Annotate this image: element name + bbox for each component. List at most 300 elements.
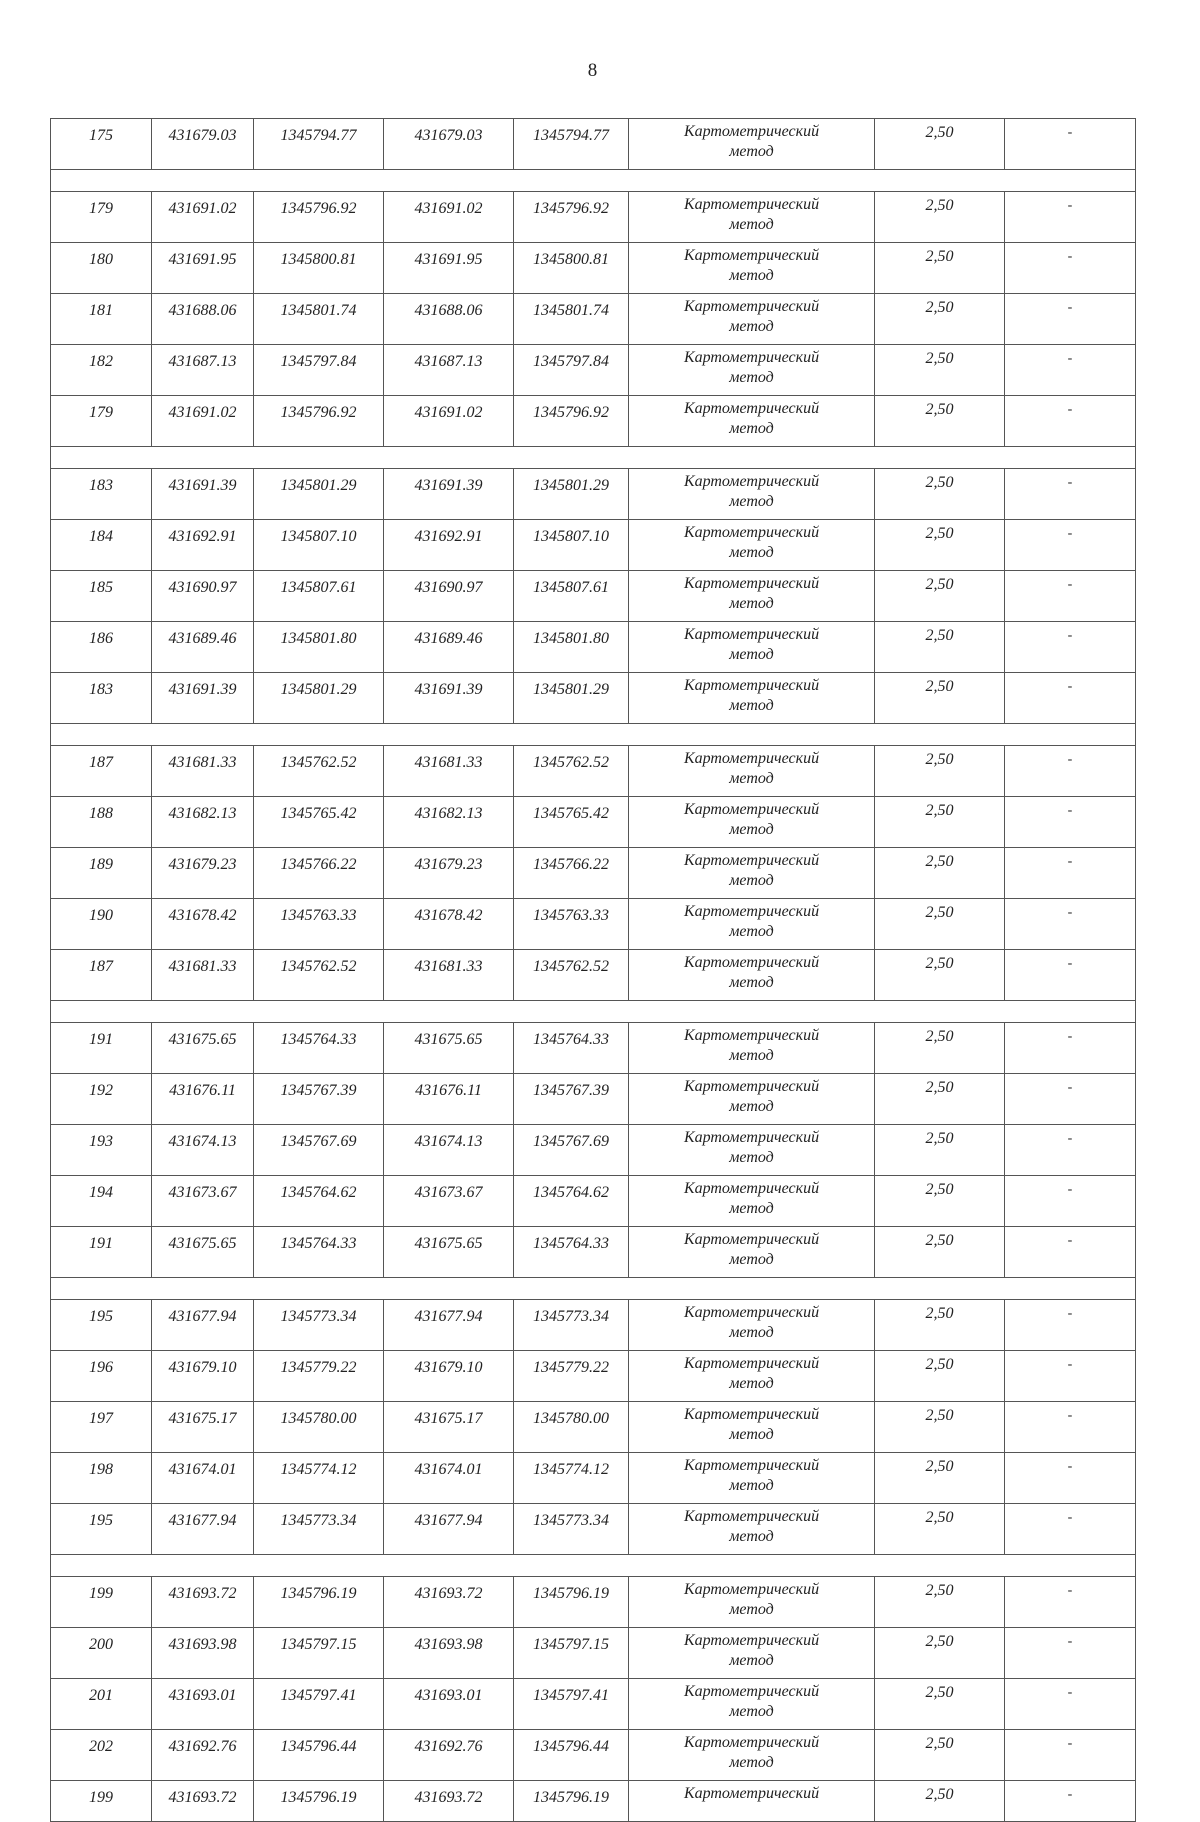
y-new-cell: 1345801.29 <box>514 673 629 724</box>
x-new-cell: 431679.03 <box>384 119 514 170</box>
group-separator-row <box>51 1555 1136 1577</box>
x-existing-cell: 431689.46 <box>152 622 254 673</box>
x-new-cell: 431688.06 <box>384 294 514 345</box>
y-existing-cell: 1345779.22 <box>254 1351 384 1402</box>
note-cell: - <box>1005 1453 1136 1504</box>
method-cell <box>629 1227 875 1278</box>
method-line-2: метод <box>729 1200 774 1217</box>
table-row <box>51 192 1136 243</box>
method-cell <box>629 1074 875 1125</box>
y-new-cell: 1345779.22 <box>514 1351 629 1402</box>
note-cell: - <box>1005 192 1136 243</box>
y-new-cell: 1345796.92 <box>514 192 629 243</box>
y-new-cell: 1345797.84 <box>514 345 629 396</box>
method-line-1: Картометрический <box>683 298 820 315</box>
note-cell: - <box>1005 1730 1136 1781</box>
x-existing-cell: 431691.02 <box>152 396 254 447</box>
accuracy-cell: 2,50 <box>875 1351 1005 1402</box>
accuracy-cell: 2,50 <box>875 119 1005 170</box>
method-cell <box>629 396 875 447</box>
x-existing-cell: 431691.95 <box>152 243 254 294</box>
point-number-cell: 187 <box>51 746 152 797</box>
x-new-cell: 431691.02 <box>384 192 514 243</box>
group-separator-row <box>51 170 1136 192</box>
table-row <box>51 1074 1136 1125</box>
accuracy-cell: 2,50 <box>875 1227 1005 1278</box>
method-line-2: метод <box>729 872 774 889</box>
point-number-cell: 187 <box>51 950 152 1001</box>
method-cell <box>629 1125 875 1176</box>
method-cell <box>629 520 875 571</box>
method-line-1: Картометрический <box>683 1180 820 1197</box>
method-line-1: Картометрический <box>683 1734 820 1751</box>
method-line-1: Картометрический <box>683 1683 820 1700</box>
x-existing-cell: 431674.13 <box>152 1125 254 1176</box>
x-existing-cell: 431693.72 <box>152 1577 254 1628</box>
method-line-2: метод <box>729 369 774 386</box>
table-row <box>51 243 1136 294</box>
y-new-cell: 1345801.29 <box>514 469 629 520</box>
method-cell <box>629 571 875 622</box>
point-number-cell: 198 <box>51 1453 152 1504</box>
method-line-2: метод <box>729 595 774 612</box>
point-number-cell: 185 <box>51 571 152 622</box>
point-number-cell: 202 <box>51 1730 152 1781</box>
note-cell: - <box>1005 848 1136 899</box>
method-line-2: метод <box>729 1528 774 1545</box>
table-row <box>51 520 1136 571</box>
group-separator-row <box>51 1278 1136 1300</box>
y-existing-cell: 1345763.33 <box>254 899 384 950</box>
y-new-cell: 1345797.15 <box>514 1628 629 1679</box>
method-line-1: Картометрический <box>683 1508 820 1525</box>
method-cell <box>629 1300 875 1351</box>
x-existing-cell: 431677.94 <box>152 1504 254 1555</box>
y-new-cell: 1345767.39 <box>514 1074 629 1125</box>
accuracy-cell: 2,50 <box>875 345 1005 396</box>
page-number: 8 <box>587 60 598 81</box>
x-new-cell: 431691.02 <box>384 396 514 447</box>
table-row <box>51 746 1136 797</box>
x-new-cell: 431675.65 <box>384 1023 514 1074</box>
accuracy-cell: 2,50 <box>875 192 1005 243</box>
point-number-cell: 199 <box>51 1781 152 1822</box>
x-new-cell: 431687.13 <box>384 345 514 396</box>
y-existing-cell: 1345797.41 <box>254 1679 384 1730</box>
method-line-2: метод <box>729 1047 774 1064</box>
method-line-2: метод <box>729 318 774 335</box>
method-line-2: метод <box>729 1098 774 1115</box>
y-new-cell: 1345774.12 <box>514 1453 629 1504</box>
method-line-2: метод <box>729 1324 774 1341</box>
x-existing-cell: 431692.76 <box>152 1730 254 1781</box>
x-new-cell: 431692.76 <box>384 1730 514 1781</box>
x-new-cell: 431679.10 <box>384 1351 514 1402</box>
method-line-2: метод <box>729 1754 774 1771</box>
note-cell: - <box>1005 1300 1136 1351</box>
method-line-2: метод <box>729 1703 774 1720</box>
note-cell: - <box>1005 622 1136 673</box>
note-cell: - <box>1005 1023 1136 1074</box>
accuracy-cell: 2,50 <box>875 469 1005 520</box>
method-line-1: Картометрический <box>683 677 820 694</box>
x-new-cell: 431679.23 <box>384 848 514 899</box>
note-cell: - <box>1005 1679 1136 1730</box>
note-cell: - <box>1005 746 1136 797</box>
method-line-1: Картометрический <box>683 1457 820 1474</box>
note-cell: - <box>1005 1351 1136 1402</box>
method-line-2: метод <box>729 143 774 160</box>
point-number-cell: 179 <box>51 192 152 243</box>
method-line-2: метод <box>729 821 774 838</box>
table-row <box>51 1628 1136 1679</box>
x-new-cell: 431689.46 <box>384 622 514 673</box>
y-new-cell: 1345762.52 <box>514 950 629 1001</box>
y-existing-cell: 1345797.84 <box>254 345 384 396</box>
x-existing-cell: 431673.67 <box>152 1176 254 1227</box>
y-existing-cell: 1345807.10 <box>254 520 384 571</box>
method-line-1: Картометрический <box>683 1129 820 1146</box>
x-existing-cell: 431679.03 <box>152 119 254 170</box>
point-number-cell: 195 <box>51 1504 152 1555</box>
y-existing-cell: 1345773.34 <box>254 1504 384 1555</box>
y-new-cell: 1345797.41 <box>514 1679 629 1730</box>
accuracy-cell: 2,50 <box>875 520 1005 571</box>
table-row <box>51 1504 1136 1555</box>
method-line-2: метод <box>729 1601 774 1618</box>
method-cell <box>629 294 875 345</box>
x-new-cell: 431693.72 <box>384 1577 514 1628</box>
note-cell: - <box>1005 520 1136 571</box>
accuracy-cell: 2,50 <box>875 1402 1005 1453</box>
table-row <box>51 1402 1136 1453</box>
x-new-cell: 431677.94 <box>384 1300 514 1351</box>
method-line-1: Картометрический <box>683 524 820 541</box>
y-existing-cell: 1345764.33 <box>254 1227 384 1278</box>
method-cell <box>629 1402 875 1453</box>
y-existing-cell: 1345801.29 <box>254 469 384 520</box>
point-number-cell: 191 <box>51 1227 152 1278</box>
accuracy-cell: 2,50 <box>875 622 1005 673</box>
method-line-1: Картометрический <box>683 1078 820 1095</box>
separator-cell <box>51 447 1136 469</box>
method-line-2: метод <box>729 267 774 284</box>
y-new-cell: 1345765.42 <box>514 797 629 848</box>
x-new-cell: 431676.11 <box>384 1074 514 1125</box>
method-line-1: Картометрический <box>683 750 820 767</box>
table-row <box>51 1125 1136 1176</box>
accuracy-cell: 2,50 <box>875 797 1005 848</box>
point-number-cell: 199 <box>51 1577 152 1628</box>
x-new-cell: 431692.91 <box>384 520 514 571</box>
table-row <box>51 345 1136 396</box>
x-new-cell: 431693.72 <box>384 1781 514 1822</box>
x-existing-cell: 431691.02 <box>152 192 254 243</box>
table-row <box>51 1300 1136 1351</box>
point-number-cell: 192 <box>51 1074 152 1125</box>
y-existing-cell: 1345774.12 <box>254 1453 384 1504</box>
method-cell <box>629 119 875 170</box>
x-existing-cell: 431691.39 <box>152 673 254 724</box>
point-number-cell: 196 <box>51 1351 152 1402</box>
separator-cell <box>51 1278 1136 1300</box>
y-existing-cell: 1345800.81 <box>254 243 384 294</box>
method-line-2: метод <box>729 770 774 787</box>
y-existing-cell: 1345762.52 <box>254 950 384 1001</box>
separator-cell <box>51 724 1136 746</box>
accuracy-cell: 2,50 <box>875 848 1005 899</box>
group-separator-row <box>51 724 1136 746</box>
y-existing-cell: 1345801.80 <box>254 622 384 673</box>
method-cell <box>629 345 875 396</box>
method-line-1: Картометрический <box>683 123 820 140</box>
method-cell <box>629 950 875 1001</box>
table-row <box>51 1781 1136 1822</box>
point-number-cell: 194 <box>51 1176 152 1227</box>
method-line-1: Картометрический <box>683 349 820 366</box>
method-cell <box>629 1679 875 1730</box>
x-existing-cell: 431681.33 <box>152 746 254 797</box>
x-existing-cell: 431690.97 <box>152 571 254 622</box>
x-new-cell: 431678.42 <box>384 899 514 950</box>
method-cell <box>629 1176 875 1227</box>
x-existing-cell: 431679.23 <box>152 848 254 899</box>
accuracy-cell: 2,50 <box>875 1781 1005 1822</box>
method-line-1: Картометрический <box>683 626 820 643</box>
accuracy-cell: 2,50 <box>875 950 1005 1001</box>
method-line-1: Картометрический <box>683 1027 820 1044</box>
table-row <box>51 396 1136 447</box>
y-existing-cell: 1345801.29 <box>254 673 384 724</box>
y-existing-cell: 1345794.77 <box>254 119 384 170</box>
x-existing-cell: 431693.72 <box>152 1781 254 1822</box>
method-cell <box>629 469 875 520</box>
note-cell: - <box>1005 899 1136 950</box>
method-line-2: метод <box>729 646 774 663</box>
point-number-cell: 190 <box>51 899 152 950</box>
accuracy-cell: 2,50 <box>875 1679 1005 1730</box>
point-number-cell: 183 <box>51 673 152 724</box>
table-row <box>51 899 1136 950</box>
x-new-cell: 431693.01 <box>384 1679 514 1730</box>
x-existing-cell: 431675.65 <box>152 1023 254 1074</box>
point-number-cell: 183 <box>51 469 152 520</box>
y-new-cell: 1345807.10 <box>514 520 629 571</box>
method-cell <box>629 899 875 950</box>
point-number-cell: 195 <box>51 1300 152 1351</box>
point-number-cell: 182 <box>51 345 152 396</box>
method-line-1: Картометрический <box>683 1231 820 1248</box>
table-row <box>51 950 1136 1001</box>
separator-cell <box>51 1001 1136 1023</box>
x-existing-cell: 431682.13 <box>152 797 254 848</box>
method-line-1: Картометрический <box>683 1406 820 1423</box>
accuracy-cell: 2,50 <box>875 1628 1005 1679</box>
x-existing-cell: 431692.91 <box>152 520 254 571</box>
x-new-cell: 431691.39 <box>384 673 514 724</box>
accuracy-cell: 2,50 <box>875 1504 1005 1555</box>
y-new-cell: 1345762.52 <box>514 746 629 797</box>
note-cell: - <box>1005 1402 1136 1453</box>
x-new-cell: 431681.33 <box>384 746 514 797</box>
y-new-cell: 1345800.81 <box>514 243 629 294</box>
x-existing-cell: 431691.39 <box>152 469 254 520</box>
y-existing-cell: 1345796.92 <box>254 192 384 243</box>
x-new-cell: 431673.67 <box>384 1176 514 1227</box>
y-new-cell: 1345801.80 <box>514 622 629 673</box>
y-new-cell: 1345767.69 <box>514 1125 629 1176</box>
x-new-cell: 431674.13 <box>384 1125 514 1176</box>
method-line-2: метод <box>729 493 774 510</box>
x-new-cell: 431677.94 <box>384 1504 514 1555</box>
y-new-cell: 1345807.61 <box>514 571 629 622</box>
y-existing-cell: 1345762.52 <box>254 746 384 797</box>
x-existing-cell: 431693.01 <box>152 1679 254 1730</box>
y-existing-cell: 1345796.19 <box>254 1781 384 1822</box>
x-existing-cell: 431693.98 <box>152 1628 254 1679</box>
y-new-cell: 1345766.22 <box>514 848 629 899</box>
y-existing-cell: 1345766.22 <box>254 848 384 899</box>
table-row <box>51 1227 1136 1278</box>
note-cell: - <box>1005 673 1136 724</box>
group-separator-row <box>51 447 1136 469</box>
x-new-cell: 431691.95 <box>384 243 514 294</box>
note-cell: - <box>1005 1227 1136 1278</box>
method-cell <box>629 243 875 294</box>
method-line-1: Картометрический <box>683 852 820 869</box>
y-new-cell: 1345764.33 <box>514 1227 629 1278</box>
accuracy-cell: 2,50 <box>875 1453 1005 1504</box>
method-line-1: Картометрический <box>683 1632 820 1649</box>
method-cell <box>629 673 875 724</box>
accuracy-cell: 2,50 <box>875 899 1005 950</box>
method-cell <box>629 848 875 899</box>
table-row <box>51 622 1136 673</box>
method-line-1: Картометрический <box>683 196 820 213</box>
x-existing-cell: 431681.33 <box>152 950 254 1001</box>
y-existing-cell: 1345767.39 <box>254 1074 384 1125</box>
accuracy-cell: 2,50 <box>875 243 1005 294</box>
x-new-cell: 431682.13 <box>384 797 514 848</box>
table-row <box>51 1730 1136 1781</box>
note-cell: - <box>1005 469 1136 520</box>
point-number-cell: 186 <box>51 622 152 673</box>
method-line-1: Картометрический <box>683 1581 820 1598</box>
y-existing-cell: 1345765.42 <box>254 797 384 848</box>
method-cell <box>629 1577 875 1628</box>
table-row <box>51 294 1136 345</box>
table-row <box>51 848 1136 899</box>
y-new-cell: 1345796.44 <box>514 1730 629 1781</box>
method-line-2: метод <box>729 1375 774 1392</box>
y-new-cell: 1345796.92 <box>514 396 629 447</box>
method-cell <box>629 1628 875 1679</box>
y-existing-cell: 1345796.19 <box>254 1577 384 1628</box>
point-number-cell: 184 <box>51 520 152 571</box>
note-cell: - <box>1005 1781 1136 1822</box>
point-number-cell: 193 <box>51 1125 152 1176</box>
method-line-1: Картометрический <box>683 1785 820 1802</box>
note-cell: - <box>1005 1577 1136 1628</box>
method-line-2: метод <box>729 420 774 437</box>
table-row <box>51 1679 1136 1730</box>
coordinates-table <box>50 118 1136 1822</box>
x-existing-cell: 431679.10 <box>152 1351 254 1402</box>
table-row <box>51 1023 1136 1074</box>
method-cell <box>629 1453 875 1504</box>
table-row <box>51 1351 1136 1402</box>
table-row <box>51 119 1136 170</box>
y-new-cell: 1345796.19 <box>514 1577 629 1628</box>
x-new-cell: 431674.01 <box>384 1453 514 1504</box>
y-existing-cell: 1345796.92 <box>254 396 384 447</box>
method-line-1: Картометрический <box>683 903 820 920</box>
table-row <box>51 469 1136 520</box>
note-cell: - <box>1005 950 1136 1001</box>
point-number-cell: 179 <box>51 396 152 447</box>
x-existing-cell: 431687.13 <box>152 345 254 396</box>
accuracy-cell: 2,50 <box>875 1125 1005 1176</box>
method-line-2: метод <box>729 923 774 940</box>
y-existing-cell: 1345764.62 <box>254 1176 384 1227</box>
note-cell: - <box>1005 571 1136 622</box>
x-existing-cell: 431678.42 <box>152 899 254 950</box>
accuracy-cell: 2,50 <box>875 396 1005 447</box>
method-cell <box>629 1023 875 1074</box>
x-new-cell: 431681.33 <box>384 950 514 1001</box>
x-existing-cell: 431674.01 <box>152 1453 254 1504</box>
table-row <box>51 1453 1136 1504</box>
method-line-2: метод <box>729 974 774 991</box>
group-separator-row <box>51 1001 1136 1023</box>
note-cell: - <box>1005 1074 1136 1125</box>
accuracy-cell: 2,50 <box>875 1023 1005 1074</box>
x-existing-cell: 431675.17 <box>152 1402 254 1453</box>
y-new-cell: 1345763.33 <box>514 899 629 950</box>
y-existing-cell: 1345773.34 <box>254 1300 384 1351</box>
x-new-cell: 431675.65 <box>384 1227 514 1278</box>
note-cell: - <box>1005 1125 1136 1176</box>
method-cell <box>629 1504 875 1555</box>
note-cell: - <box>1005 396 1136 447</box>
accuracy-cell: 2,50 <box>875 294 1005 345</box>
accuracy-cell: 2,50 <box>875 746 1005 797</box>
method-line-2: метод <box>729 1652 774 1669</box>
method-line-2: метод <box>729 216 774 233</box>
x-existing-cell: 431675.65 <box>152 1227 254 1278</box>
x-existing-cell: 431688.06 <box>152 294 254 345</box>
y-new-cell: 1345801.74 <box>514 294 629 345</box>
method-cell <box>629 746 875 797</box>
x-new-cell: 431691.39 <box>384 469 514 520</box>
point-number-cell: 181 <box>51 294 152 345</box>
note-cell: - <box>1005 1504 1136 1555</box>
y-existing-cell: 1345780.00 <box>254 1402 384 1453</box>
method-line-2: метод <box>729 697 774 714</box>
x-existing-cell: 431676.11 <box>152 1074 254 1125</box>
y-existing-cell: 1345796.44 <box>254 1730 384 1781</box>
y-new-cell: 1345773.34 <box>514 1300 629 1351</box>
method-line-1: Картометрический <box>683 801 820 818</box>
y-existing-cell: 1345767.69 <box>254 1125 384 1176</box>
y-new-cell: 1345780.00 <box>514 1402 629 1453</box>
point-number-cell: 175 <box>51 119 152 170</box>
method-line-2: метод <box>729 544 774 561</box>
method-line-1: Картометрический <box>683 1304 820 1321</box>
accuracy-cell: 2,50 <box>875 1577 1005 1628</box>
accuracy-cell: 2,50 <box>875 1074 1005 1125</box>
method-cell <box>629 192 875 243</box>
